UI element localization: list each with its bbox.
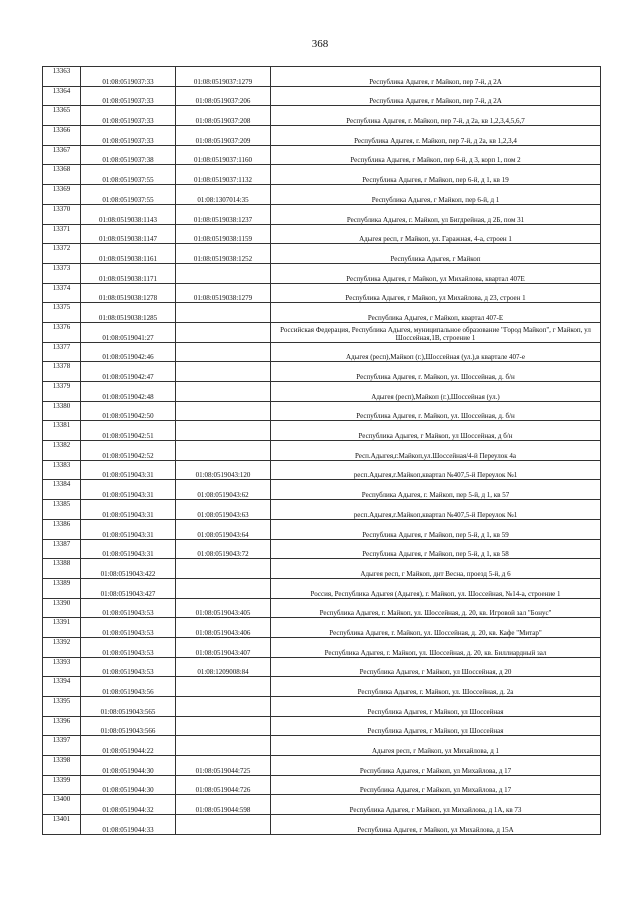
object-cadastral-number-cell bbox=[176, 303, 271, 323]
object-cadastral-number-cell: 01:08:0519038:1159 bbox=[176, 224, 271, 244]
object-cadastral-number-cell bbox=[176, 263, 271, 283]
address-cell: Адыгея респ, г Майкоп, ул Михайлова, д 1 bbox=[271, 736, 601, 756]
land-cadastral-number-cell: 01:08:0519043:31 bbox=[81, 480, 176, 500]
land-cadastral-number-cell: 01:08:0519037:33 bbox=[81, 106, 176, 126]
object-cadastral-number-cell: 01:08:0519043:72 bbox=[176, 539, 271, 559]
row-number-cell: 13366 bbox=[43, 126, 81, 146]
address-cell: Респ.Адыгея,г.Майкоп,ул.Шоссейная/4-й Переулок 4а bbox=[271, 441, 601, 461]
table-row bbox=[43, 618, 601, 638]
address-cell: Республика Адыгея, г Майкоп, пер 6-й, д 3, корп 1, пом 2 bbox=[271, 145, 601, 165]
row-number-cell: 13398 bbox=[43, 756, 81, 776]
object-cadastral-number-cell: 01:08:0519043:120 bbox=[176, 460, 271, 480]
row-number-cell: 13401 bbox=[43, 815, 81, 835]
land-cadastral-number-cell: 01:08:0519042:46 bbox=[81, 342, 176, 362]
object-cadastral-number-cell: 01:08:0519037:208 bbox=[176, 106, 271, 126]
row-number-cell: 13364 bbox=[43, 86, 81, 106]
row-number-cell: 13392 bbox=[43, 637, 81, 657]
land-cadastral-number-cell: 01:08:0519037:33 bbox=[81, 86, 176, 106]
registry-table bbox=[42, 66, 601, 835]
table-row bbox=[43, 736, 601, 756]
row-number-cell: 13394 bbox=[43, 677, 81, 697]
row-number-cell: 13370 bbox=[43, 204, 81, 224]
land-cadastral-number-cell: 01:08:0519043:31 bbox=[81, 519, 176, 539]
table-row bbox=[43, 500, 601, 520]
land-cadastral-number-cell: 01:08:0519038:1147 bbox=[81, 224, 176, 244]
land-cadastral-number-cell: 01:08:0519043:31 bbox=[81, 539, 176, 559]
object-cadastral-number-cell bbox=[176, 697, 271, 717]
table-row bbox=[43, 401, 601, 421]
table-row bbox=[43, 460, 601, 480]
address-cell: Республика Адыгея, г Майкоп, ул Шоссейная, д б/н bbox=[271, 421, 601, 441]
table-row bbox=[43, 775, 601, 795]
address-cell: Республика Адыгея, г. Майкоп, ул. Шоссейная, д. 20, кв. Биллиардный зал bbox=[271, 637, 601, 657]
address-cell: респ.Адыгея,г.Майкоп,квартал №407,5-й Переулок №1 bbox=[271, 500, 601, 520]
table-row bbox=[43, 342, 601, 362]
address-cell: Республика Адыгея, г. Майкоп, ул. Шоссейная, д. б/н bbox=[271, 362, 601, 382]
table-row bbox=[43, 204, 601, 224]
land-cadastral-number-cell: 01:08:0519043:427 bbox=[81, 578, 176, 598]
table-row bbox=[43, 657, 601, 677]
object-cadastral-number-cell: 01:08:0519044:725 bbox=[176, 756, 271, 776]
object-cadastral-number-cell bbox=[176, 342, 271, 362]
table-row bbox=[43, 559, 601, 579]
object-cadastral-number-cell: 01:08:0519037:209 bbox=[176, 126, 271, 146]
page-number: 368 bbox=[311, 38, 329, 50]
table-row bbox=[43, 815, 601, 835]
land-cadastral-number-cell: 01:08:0519043:422 bbox=[81, 559, 176, 579]
row-number-cell: 13371 bbox=[43, 224, 81, 244]
land-cadastral-number-cell: 01:08:0519043:53 bbox=[81, 657, 176, 677]
address-cell: Республика Адыгея, г. Майкоп, пер 5-й, д 1, кв 57 bbox=[271, 480, 601, 500]
row-number-cell: 13378 bbox=[43, 362, 81, 382]
object-cadastral-number-cell bbox=[176, 382, 271, 402]
row-number-cell: 13390 bbox=[43, 598, 81, 618]
address-cell: Республика Адыгея, г. Майкоп, ул. Шоссейная, д. 20, кв. Кафе "Митар" bbox=[271, 618, 601, 638]
address-cell: Республика Адыгея, г Майкоп, пер 5-й, д 1, кв 59 bbox=[271, 519, 601, 539]
table-row bbox=[43, 244, 601, 264]
row-number-cell: 13396 bbox=[43, 716, 81, 736]
address-cell: Республика Адыгея, г Майкоп, квартал 407-Е bbox=[271, 303, 601, 323]
land-cadastral-number-cell: 01:08:0519044:30 bbox=[81, 756, 176, 776]
land-cadastral-number-cell: 01:08:0519037:55 bbox=[81, 185, 176, 205]
row-number-cell: 13379 bbox=[43, 382, 81, 402]
object-cadastral-number-cell: 01:08:1209008:84 bbox=[176, 657, 271, 677]
land-cadastral-number-cell: 01:08:0519043:31 bbox=[81, 500, 176, 520]
land-cadastral-number-cell: 01:08:0519038:1143 bbox=[81, 204, 176, 224]
table-row bbox=[43, 224, 601, 244]
land-cadastral-number-cell: 01:08:0519037:33 bbox=[81, 67, 176, 87]
row-number-cell: 13373 bbox=[43, 263, 81, 283]
table-row bbox=[43, 677, 601, 697]
object-cadastral-number-cell: 01:08:0519037:1279 bbox=[176, 67, 271, 87]
object-cadastral-number-cell bbox=[176, 322, 271, 342]
object-cadastral-number-cell bbox=[176, 815, 271, 835]
address-cell: Республика Адыгея, г Майкоп, ул Шоссейная, д 20 bbox=[271, 657, 601, 677]
table-row bbox=[43, 322, 601, 342]
table-row bbox=[43, 480, 601, 500]
land-cadastral-number-cell: 01:08:0519043:56 bbox=[81, 677, 176, 697]
object-cadastral-number-cell bbox=[176, 362, 271, 382]
land-cadastral-number-cell: 01:08:0519044:32 bbox=[81, 795, 176, 815]
object-cadastral-number-cell: 01:08:0519038:1237 bbox=[176, 204, 271, 224]
row-number-cell: 13381 bbox=[43, 421, 81, 441]
row-number-cell: 13372 bbox=[43, 244, 81, 264]
address-cell: Республика Адыгея, г Майкоп, ул Михайлова, д 17 bbox=[271, 756, 601, 776]
row-number-cell: 13391 bbox=[43, 618, 81, 638]
address-cell: Республика Адыгея, г Майкоп, ул Шоссейная bbox=[271, 697, 601, 717]
table-row bbox=[43, 185, 601, 205]
land-cadastral-number-cell: 01:08:0519043:53 bbox=[81, 618, 176, 638]
object-cadastral-number-cell: 01:08:0519043:406 bbox=[176, 618, 271, 638]
address-cell: Республика Адыгея, г. Майкоп, ул Бигдрейная, д 2Б, пом 31 bbox=[271, 204, 601, 224]
address-cell: Республика Адыгея, г Майкоп, ул Михайлова, квартал 407Е bbox=[271, 263, 601, 283]
row-number-cell: 13367 bbox=[43, 145, 81, 165]
object-cadastral-number-cell: 01:08:0519037:1160 bbox=[176, 145, 271, 165]
object-cadastral-number-cell bbox=[176, 421, 271, 441]
object-cadastral-number-cell: 01:08:0519038:1279 bbox=[176, 283, 271, 303]
row-number-cell: 13374 bbox=[43, 283, 81, 303]
table-row bbox=[43, 756, 601, 776]
object-cadastral-number-cell: 01:08:0519043:62 bbox=[176, 480, 271, 500]
object-cadastral-number-cell bbox=[176, 441, 271, 461]
object-cadastral-number-cell: 01:08:1307014:35 bbox=[176, 185, 271, 205]
row-number-cell: 13397 bbox=[43, 736, 81, 756]
address-cell: Адыгея респ, г Майкоп, днт Весна, проезд 5-й, д 6 bbox=[271, 559, 601, 579]
address-cell: Республика Адыгея, г Майкоп, ул Михайлова, д 15А bbox=[271, 815, 601, 835]
table-row bbox=[43, 145, 601, 165]
row-number-cell: 13377 bbox=[43, 342, 81, 362]
land-cadastral-number-cell: 01:08:0519042:51 bbox=[81, 421, 176, 441]
address-cell: респ.Адыгея,г.Майкоп,квартал №407,5-й Переулок №1 bbox=[271, 460, 601, 480]
address-cell: Адыгея (респ),Майкоп (г.),Шоссейная (ул.),в квартале 407-е bbox=[271, 342, 601, 362]
row-number-cell: 13395 bbox=[43, 697, 81, 717]
land-cadastral-number-cell: 01:08:0519038:1171 bbox=[81, 263, 176, 283]
land-cadastral-number-cell: 01:08:0519037:38 bbox=[81, 145, 176, 165]
object-cadastral-number-cell bbox=[176, 578, 271, 598]
land-cadastral-number-cell: 01:08:0519044:22 bbox=[81, 736, 176, 756]
land-cadastral-number-cell: 01:08:0519042:52 bbox=[81, 441, 176, 461]
object-cadastral-number-cell bbox=[176, 736, 271, 756]
address-cell: Республика Адыгея, г Майкоп, пер 7-й, д 2А bbox=[271, 67, 601, 87]
address-cell: Республика Адыгея, г. Майкоп, ул. Шоссейная, д. 20, кв. Игровой зал "Бонус" bbox=[271, 598, 601, 618]
table-row bbox=[43, 165, 601, 185]
row-number-cell: 13383 bbox=[43, 460, 81, 480]
object-cadastral-number-cell: 01:08:0519043:407 bbox=[176, 637, 271, 657]
address-cell: Республика Адыгея, г Майкоп, ул Михайлова, д 17 bbox=[271, 775, 601, 795]
address-cell: Российская Федерация, Республика Адыгея, муниципальное образование "Город Майкоп", г Майкоп, ул Шоссейная,1В, строение 1 bbox=[271, 322, 601, 342]
land-cadastral-number-cell: 01:08:0519043:53 bbox=[81, 637, 176, 657]
table-row bbox=[43, 283, 601, 303]
row-number-cell: 13384 bbox=[43, 480, 81, 500]
table-row bbox=[43, 106, 601, 126]
object-cadastral-number-cell: 01:08:0519044:598 bbox=[176, 795, 271, 815]
table-row bbox=[43, 362, 601, 382]
land-cadastral-number-cell: 01:08:0519037:55 bbox=[81, 165, 176, 185]
row-number-cell: 13369 bbox=[43, 185, 81, 205]
table-row bbox=[43, 126, 601, 146]
registry-table-body bbox=[43, 67, 601, 835]
object-cadastral-number-cell bbox=[176, 677, 271, 697]
row-number-cell: 13375 bbox=[43, 303, 81, 323]
land-cadastral-number-cell: 01:08:0519043:31 bbox=[81, 460, 176, 480]
row-number-cell: 13400 bbox=[43, 795, 81, 815]
land-cadastral-number-cell: 01:08:0519044:30 bbox=[81, 775, 176, 795]
address-cell: Республика Адыгея, г. Майкоп, ул. Шоссейная, д. б/н bbox=[271, 401, 601, 421]
address-cell: Республика Адыгея, г Майкоп, ул Шоссейная bbox=[271, 716, 601, 736]
table-row bbox=[43, 421, 601, 441]
object-cadastral-number-cell: 01:08:0519037:1132 bbox=[176, 165, 271, 185]
land-cadastral-number-cell: 01:08:0519043:565 bbox=[81, 697, 176, 717]
land-cadastral-number-cell: 01:08:0519038:1161 bbox=[81, 244, 176, 264]
row-number-cell: 13388 bbox=[43, 559, 81, 579]
address-cell: Республика Адыгея, г Майкоп, пер 7-й, д 2А bbox=[271, 86, 601, 106]
row-number-cell: 13376 bbox=[43, 322, 81, 342]
row-number-cell: 13393 bbox=[43, 657, 81, 677]
land-cadastral-number-cell: 01:08:0519037:33 bbox=[81, 126, 176, 146]
object-cadastral-number-cell: 01:08:0519043:64 bbox=[176, 519, 271, 539]
table-row bbox=[43, 441, 601, 461]
table-row bbox=[43, 303, 601, 323]
address-cell: Республика Адыгея, г Майкоп, пер 5-й, д 1, кв 58 bbox=[271, 539, 601, 559]
table-row bbox=[43, 67, 601, 87]
table-row bbox=[43, 263, 601, 283]
table-row bbox=[43, 382, 601, 402]
row-number-cell: 13389 bbox=[43, 578, 81, 598]
land-cadastral-number-cell: 01:08:0519042:48 bbox=[81, 382, 176, 402]
table-row bbox=[43, 795, 601, 815]
land-cadastral-number-cell: 01:08:0519044:33 bbox=[81, 815, 176, 835]
table-row bbox=[43, 637, 601, 657]
object-cadastral-number-cell: 01:08:0519038:1252 bbox=[176, 244, 271, 264]
row-number-cell: 13382 bbox=[43, 441, 81, 461]
land-cadastral-number-cell: 01:08:0519038:1278 bbox=[81, 283, 176, 303]
row-number-cell: 13363 bbox=[43, 67, 81, 87]
object-cadastral-number-cell: 01:08:0519044:726 bbox=[176, 775, 271, 795]
row-number-cell: 13368 bbox=[43, 165, 81, 185]
land-cadastral-number-cell: 01:08:0519043:53 bbox=[81, 598, 176, 618]
row-number-cell: 13365 bbox=[43, 106, 81, 126]
table-row bbox=[43, 598, 601, 618]
address-cell: Республика Адыгея, г. Майкоп, пер 7-й, д 2а, кв 1,2,3,4 bbox=[271, 126, 601, 146]
address-cell: Адыгея (респ),Майкоп (г.),Шоссейная (ул.) bbox=[271, 382, 601, 402]
object-cadastral-number-cell: 01:08:0519037:206 bbox=[176, 86, 271, 106]
land-cadastral-number-cell: 01:08:0519041:27 bbox=[81, 322, 176, 342]
address-cell: Республика Адыгея, г Майкоп, ул Михайлова, д 1А, кв 73 bbox=[271, 795, 601, 815]
address-cell: Республика Адыгея, г Майкоп, пер 6-й, д 1 bbox=[271, 185, 601, 205]
row-number-cell: 13385 bbox=[43, 500, 81, 520]
object-cadastral-number-cell bbox=[176, 401, 271, 421]
row-number-cell: 13399 bbox=[43, 775, 81, 795]
row-number-cell: 13380 bbox=[43, 401, 81, 421]
table-row bbox=[43, 519, 601, 539]
object-cadastral-number-cell bbox=[176, 559, 271, 579]
address-cell: Республика Адыгея, г Майкоп, пер 6-й, д 1, кв 19 bbox=[271, 165, 601, 185]
land-cadastral-number-cell: 01:08:0519042:47 bbox=[81, 362, 176, 382]
row-number-cell: 13387 bbox=[43, 539, 81, 559]
object-cadastral-number-cell: 01:08:0519043:63 bbox=[176, 500, 271, 520]
land-cadastral-number-cell: 01:08:0519038:1285 bbox=[81, 303, 176, 323]
land-cadastral-number-cell: 01:08:0519043:566 bbox=[81, 716, 176, 736]
land-cadastral-number-cell: 01:08:0519042:50 bbox=[81, 401, 176, 421]
row-number-cell: 13386 bbox=[43, 519, 81, 539]
address-cell: Республика Адыгея, г Майкоп bbox=[271, 244, 601, 264]
address-cell: Республика Адыгея, г. Майкоп, пер 7-й, д 2а, кв 1,2,3,4,5,6,7 bbox=[271, 106, 601, 126]
object-cadastral-number-cell: 01:08:0519043:405 bbox=[176, 598, 271, 618]
table-row bbox=[43, 86, 601, 106]
object-cadastral-number-cell bbox=[176, 716, 271, 736]
address-cell: Адыгея респ, г Майкоп, ул. Гаражная, 4-а, строен 1 bbox=[271, 224, 601, 244]
table-row bbox=[43, 578, 601, 598]
table-row bbox=[43, 716, 601, 736]
address-cell: Россия, Республика Адыгея (Адыгея), г. Майкоп, ул. Шоссейная, №14-а, строение 1 bbox=[271, 578, 601, 598]
address-cell: Республика Адыгея, г. Майкоп, ул. Шоссейная, д. 2а bbox=[271, 677, 601, 697]
address-cell: Республика Адыгея, г Майкоп, ул Михайлова, д 23, строен 1 bbox=[271, 283, 601, 303]
table-row bbox=[43, 539, 601, 559]
table-row bbox=[43, 697, 601, 717]
